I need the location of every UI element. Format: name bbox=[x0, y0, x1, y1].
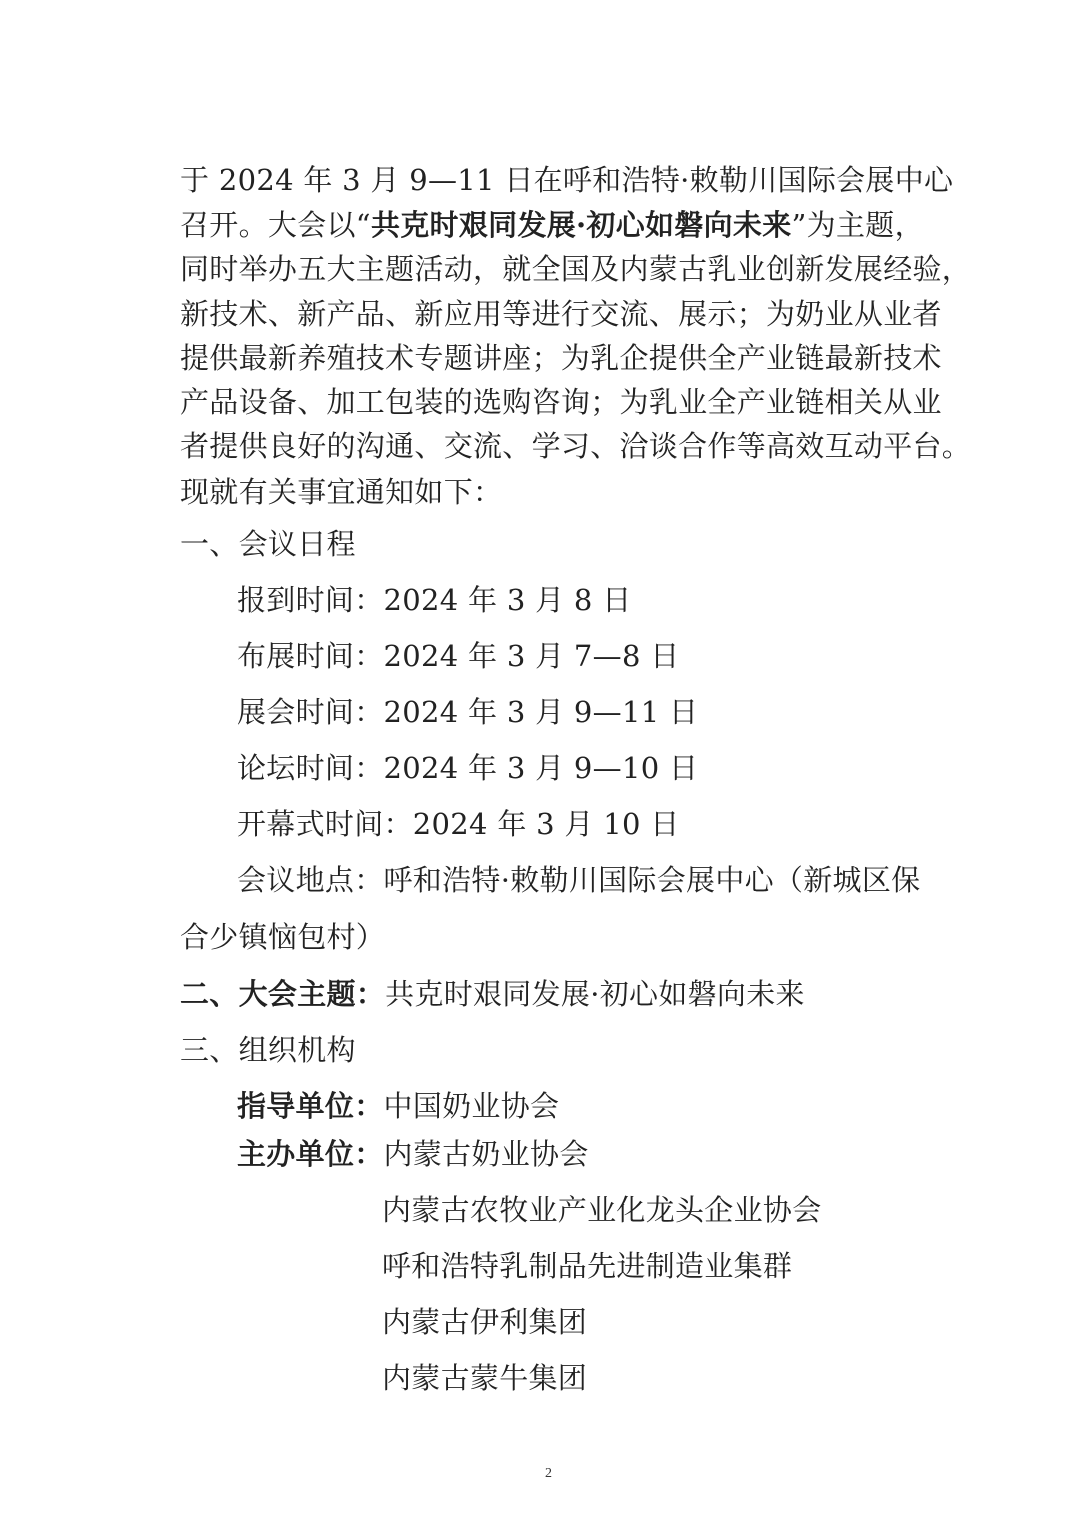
host-item: 呼和浩特乳制品先进制造业集群 bbox=[382, 1249, 793, 1283]
intro-line: 新技术、新产品、新应用等进行交流、展示；为奶业从业者 bbox=[180, 297, 942, 331]
schedule-item: 论坛时间：2024 年 3 月 9—10 日 bbox=[237, 751, 699, 785]
host-label: 主办单位： bbox=[237, 1137, 384, 1171]
theme-line bbox=[180, 976, 805, 1012]
host-item: 内蒙古蒙牛集团 bbox=[382, 1361, 588, 1395]
schedule-item: 布展时间：2024 年 3 月 7—8 日 bbox=[237, 639, 680, 673]
intro-line: 提供最新养殖技术专题讲座；为乳企提供全产业链最新技术 bbox=[180, 341, 942, 375]
section-heading: 二、大会主题： bbox=[180, 977, 386, 1011]
theme-bold: 共克时艰同发展·初心如磐向未来 bbox=[370, 208, 792, 242]
text: 召开。大会以“ bbox=[180, 208, 371, 242]
theme-value: 共克时艰同发展·初心如磐向未来 bbox=[385, 977, 805, 1011]
intro-line: 同时举办五大主题活动，就全国及内蒙古乳业创新发展经验， bbox=[180, 252, 972, 286]
section-heading: 一、会议日程 bbox=[180, 527, 356, 561]
intro-line: 于 2024 年 3 月 9—11 日在呼和浩特·敕勒川国际会展中心 bbox=[180, 163, 954, 197]
host-item: 内蒙古农牧业产业化龙头企业协会 bbox=[382, 1193, 822, 1227]
schedule-item: 报到时间：2024 年 3 月 8 日 bbox=[237, 583, 632, 617]
intro-line: 现就有关事宜通知如下： bbox=[180, 475, 503, 509]
host-line bbox=[237, 1136, 589, 1172]
text: ”为主题， bbox=[791, 208, 924, 242]
guide-line bbox=[237, 1088, 559, 1124]
guide-label: 指导单位： bbox=[237, 1089, 384, 1123]
page-number: 2 bbox=[545, 1466, 552, 1481]
intro-line: 者提供良好的沟通、交流、学习、洽谈合作等高效互动平台。 bbox=[180, 429, 972, 463]
host-item: 内蒙古奶业协会 bbox=[383, 1137, 589, 1171]
schedule-item: 开幕式时间：2024 年 3 月 10 日 bbox=[237, 807, 680, 841]
intro-line bbox=[180, 207, 924, 243]
section-heading: 三、组织机构 bbox=[180, 1033, 356, 1067]
schedule-item: 展会时间：2024 年 3 月 9—11 日 bbox=[237, 695, 699, 729]
host-item: 内蒙古伊利集团 bbox=[382, 1305, 588, 1339]
venue-line: 合少镇恼包村） bbox=[180, 920, 386, 954]
venue-line: 会议地点：呼和浩特·敕勒川国际会展中心（新城区保 bbox=[237, 863, 921, 897]
guide-value: 中国奶业协会 bbox=[383, 1089, 560, 1123]
intro-line: 产品设备、加工包装的选购咨询；为乳业全产业链相关从业 bbox=[180, 385, 942, 419]
